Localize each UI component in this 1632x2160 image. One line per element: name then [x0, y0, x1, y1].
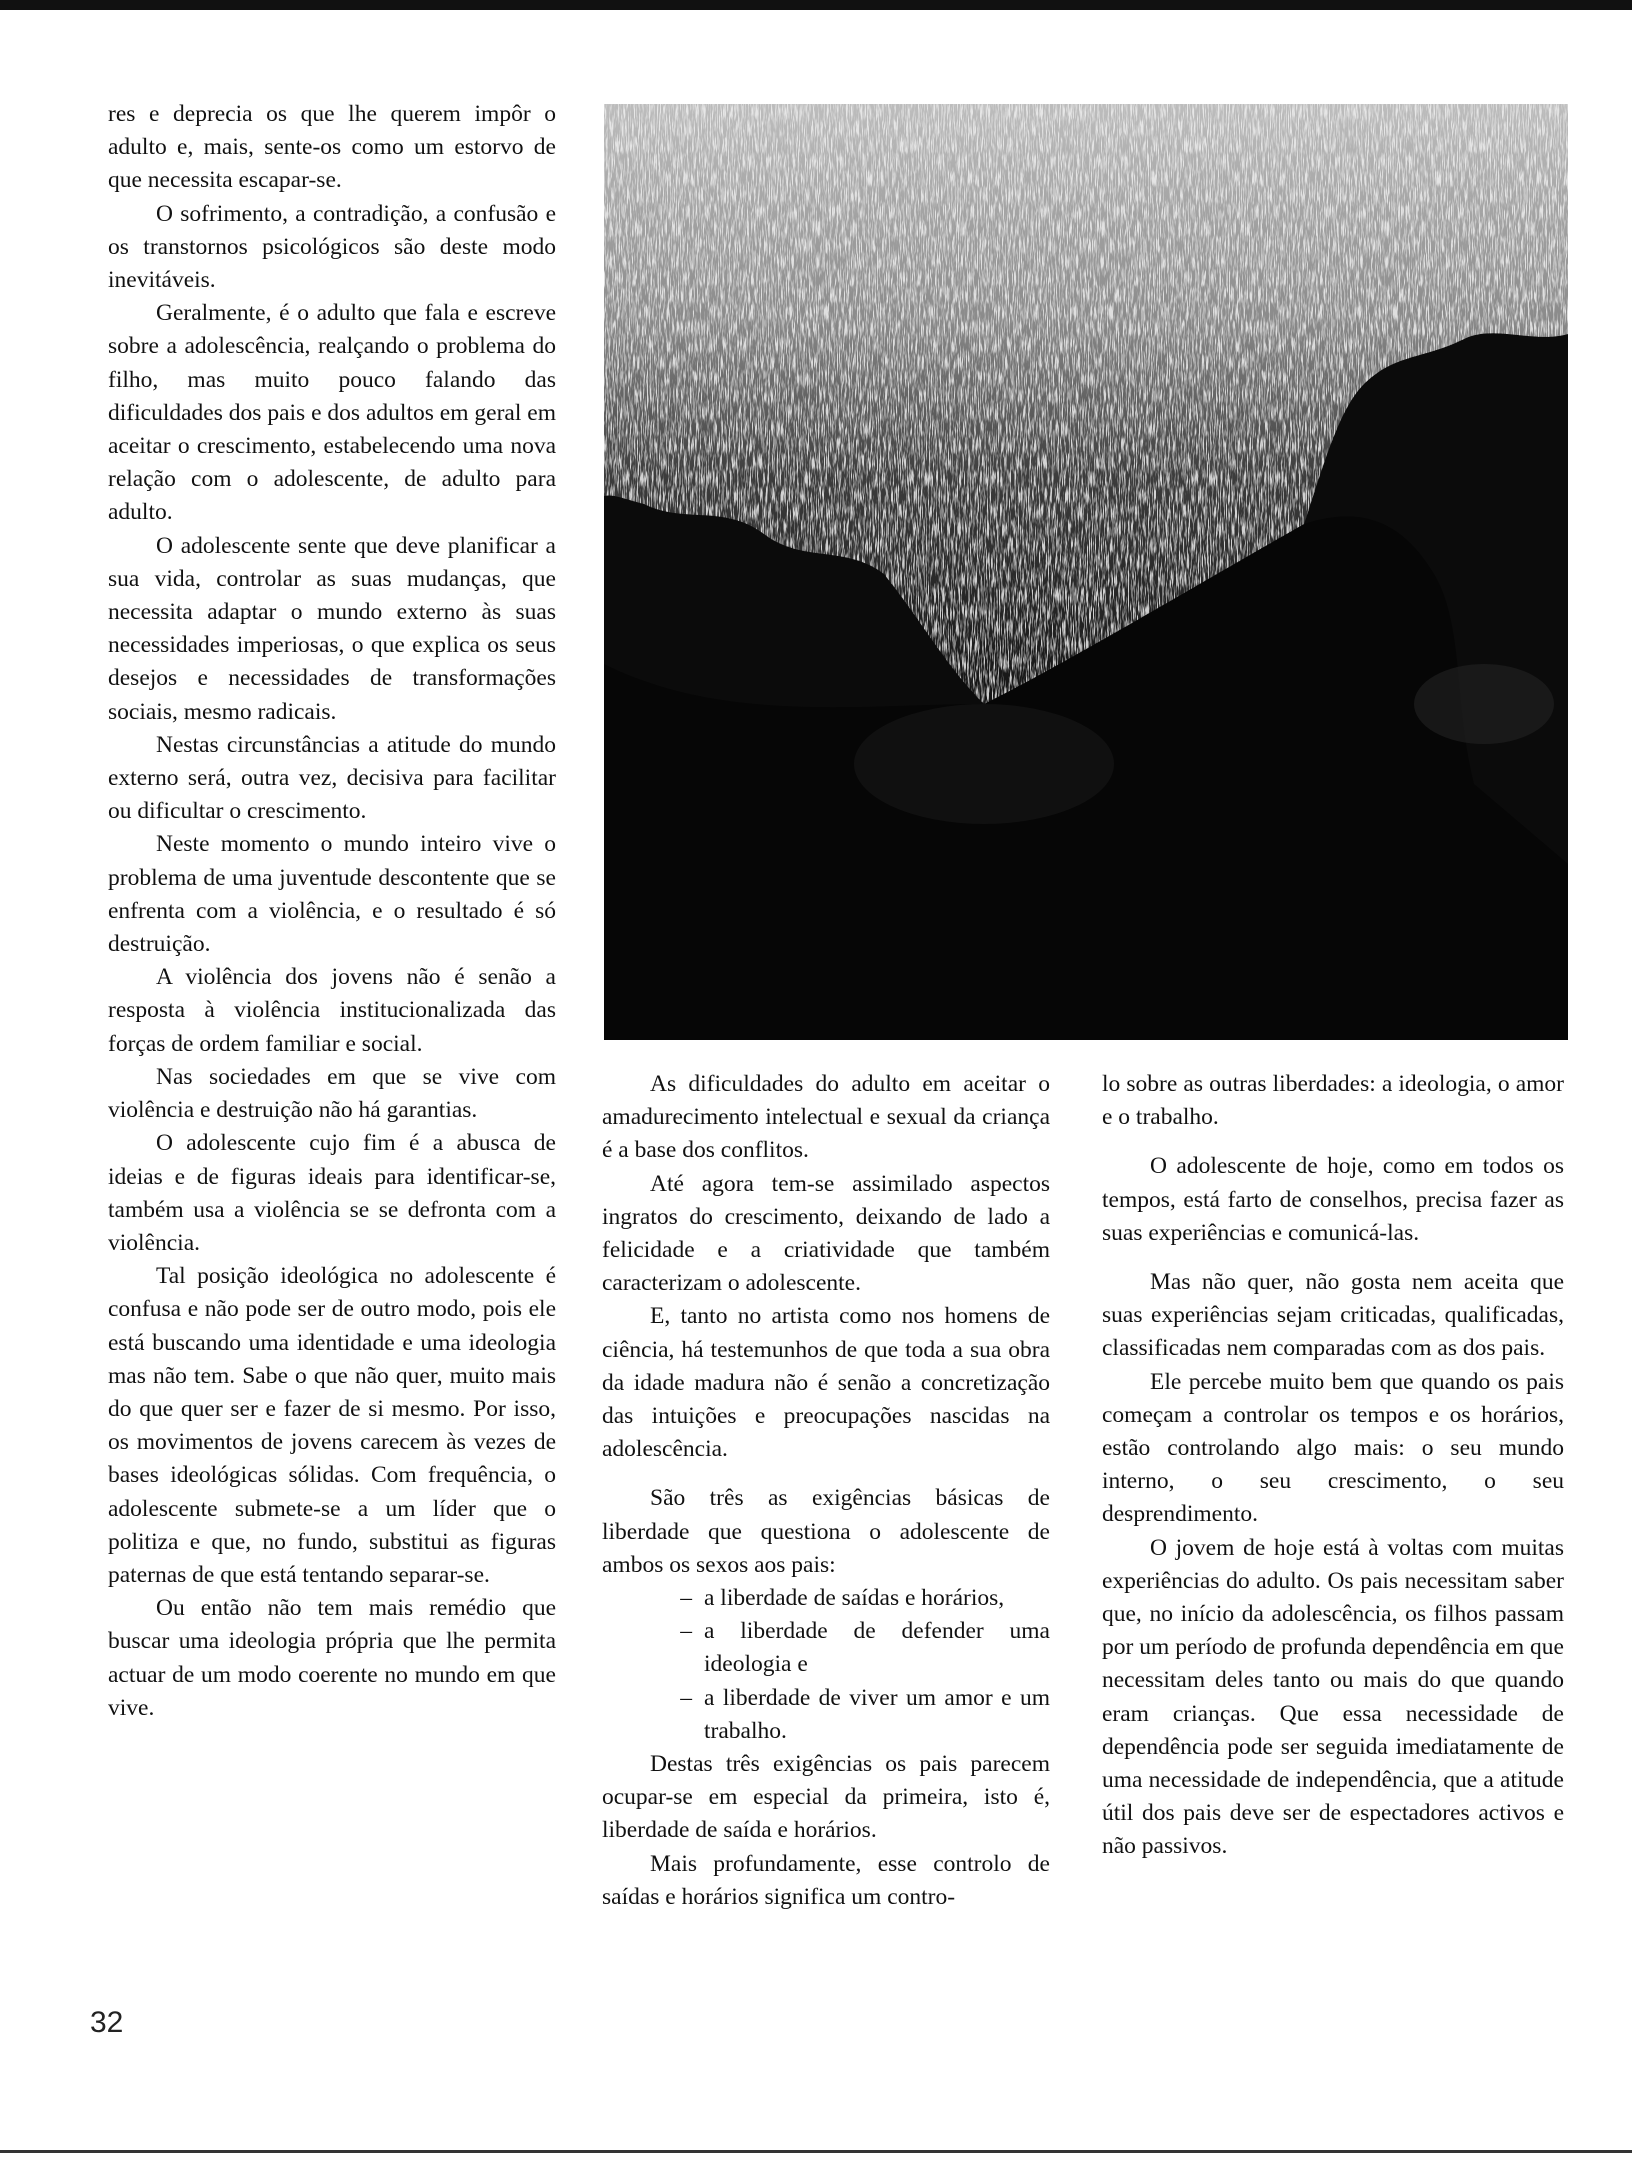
page-number: 32 [90, 2006, 124, 2039]
photo-illustration [604, 104, 1568, 1040]
list-item-text: a liberdade de viver um amor e um trabalho. [704, 1684, 1050, 1744]
paragraph: Ele percebe muito bem que quando os pais começam a controlar os tempos e os horários, estão controlando algo mais: o seu mundo interno, o seu crescimento, o seu desprendimento. [1102, 1368, 1564, 1528]
paragraph: Nestas circunstâncias a atitude do mundo externo será, outra vez, decisiva para facilitar ou dificultar o crescimento. [108, 731, 556, 825]
paragraph: Neste momento o mundo inteiro vive o problema de uma juventude descontente que se enfrenta com a violência, e o resultado é só destruição. [108, 831, 556, 958]
paragraph: O adolescente cujo fim é a abusca de ideias e de figuras ideais para identificar-se, também usa a violência se se defronta com a violência. [108, 1130, 556, 1256]
paragraph: O adolescente de hoje, como em todos os tempos, está farto de conselhos, precisa fazer as suas experiências e comunicá-las. [1102, 1153, 1564, 1246]
bottom-rule [0, 2150, 1632, 2153]
paragraph: Destas três exigências os pais parecem ocupar-se em especial da primeira, isto é, liberdade de saída e horários. [602, 1751, 1050, 1844]
list-dash: – [680, 1684, 692, 1711]
paragraph: O adolescente sente que deve planificar a sua vida, controlar as suas mudanças, que necessita adaptar o mundo externo às suas necessidades imperiosas, o que explica os seus desejos e necessidades de transformações sociais, mesmo radicais. [108, 532, 556, 725]
paragraph: Até agora tem-se assimilado aspectos ingratos do crescimento, deixando de lado a felicidade e a criatividade que também caracterizam o adolescente. [602, 1170, 1050, 1297]
list-item [650, 1615, 1050, 1681]
text-column-left [108, 98, 556, 1725]
list-item [650, 1682, 1050, 1748]
paragraph: O jovem de hoje está à voltas com muitas experiências do adulto. Os pais necessitam saber que, no início da adolescência, os filhos passam por um período de profunda dependência em que necessitam deles tanto ou mais do que quando eram crianças. Que essa necessidade de dependência pode ser seguida imediatamente de uma necessidade de independência, que a atitude útil dos pais deve ser de espectadores activos e não passivos. [1102, 1534, 1564, 1860]
paragraph: Mais profundamente, esse controlo de saídas e horários significa um contro- [602, 1850, 1050, 1910]
paragraph: lo sobre as outras liberdades: a ideologia, o amor e o trabalho. [1102, 1071, 1564, 1131]
list-dash: – [680, 1618, 692, 1645]
paragraph: São três as exigências básicas de liberdade que questiona o adolescente de ambos os sexos aos pais: [602, 1485, 1050, 1578]
list-item-text: a liberdade de defender uma ideologia e [704, 1618, 1050, 1678]
paragraph: Mas não quer, não gosta nem aceita que suas experiências sejam criticadas, qualificadas, classificadas nem comparadas com as dos pais. [1102, 1269, 1564, 1362]
paragraph: Ou então não tem mais remédio que buscar uma ideologia própria que lhe permita actuar de um modo coerente no mundo em que vive. [108, 1595, 556, 1721]
text-column-middle [602, 1068, 1050, 1914]
list-item [650, 1582, 1050, 1615]
paragraph: A violência dos jovens não é senão a resposta à violência institucionalizada das forças de ordem familiar e social. [108, 964, 556, 1057]
paragraph: Nas sociedades em que se vive com violência e destruição não há garantias. [108, 1063, 556, 1124]
liberty-list [650, 1582, 1050, 1748]
list-item-text: a liberdade de saídas e horários, [704, 1585, 1005, 1612]
paragraph: As dificuldades do adulto em aceitar o amadurecimento intelectual e sexual da criança é a base dos conflitos. [602, 1071, 1050, 1164]
photograph-dark-figure-against-sky [604, 104, 1568, 1040]
paragraph: res e deprecia os que lhe querem impôr o adulto e, mais, sente-os como um estorvo de que necessita escapar-se. [108, 101, 556, 194]
paragraph: Tal posição ideológica no adolescente é confusa e não pode ser de outro modo, pois ele está buscando uma identidade e uma ideologia mas não tem. Sabe o que não quer, muito mais do que quer ser e fazer de si mesmo. Por isso, os movimentos de jovens carecem às vezes de bases ideológicas sólidas. Com frequência, o adolescente submete-se a um líder que o politiza e que, no fundo, substitui as figuras paternas de que está tentando separar-se. [108, 1263, 556, 1588]
top-rule [0, 0, 1632, 10]
paragraph: Geralmente, é o adulto que fala e escreve sobre a adolescência, realçando o problema do filho, mas muito pouco falando das dificuldades dos pais e dos adultos em geral em aceitar o crescimento, estabelecendo uma nova relação com o adolescente, de adulto para adulto. [108, 300, 556, 526]
list-dash: – [680, 1585, 692, 1612]
text-column-right [1102, 1068, 1564, 1864]
paragraph: O sofrimento, a contradição, a confusão e os transtornos psicológicos são deste modo inevitáveis. [108, 200, 556, 294]
paragraph: E, tanto no artista como nos homens de ciência, há testemunhos de que toda a sua obra da idade madura não é senão a concretização das intuições e preocupações nascidas na adolescência. [602, 1303, 1050, 1463]
